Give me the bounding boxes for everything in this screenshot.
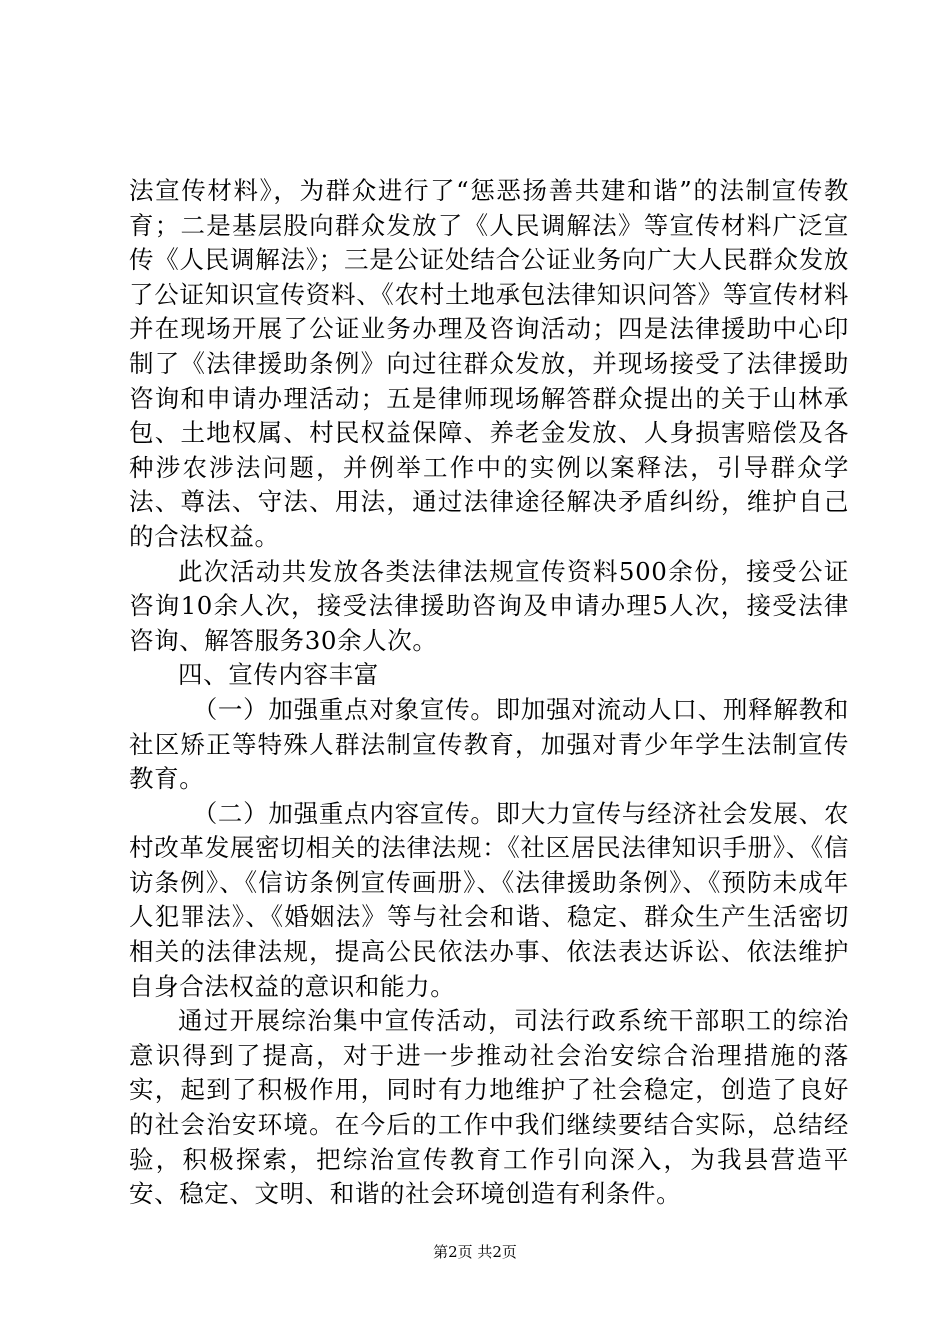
section-heading: 四、宣传内容丰富: [178, 660, 379, 690]
document-body: [129, 174, 849, 1212]
paragraph-key-targets: （一）加强重点对象宣传。即加强对流动人口、刑释解教和社区矫正等特殊人群法制宣传教育，加强对青少年学生法制宣传教育。: [129, 694, 849, 794]
paragraph-statistics: 此次活动共发放各类法律法规宣传资料500余份，接受公证咨询10余人次，接受法律援助咨询及申请办理5人次，接受法律咨询、解答服务30余人次。: [129, 556, 849, 655]
paragraph-key-content: （二）加强重点内容宣传。即大力宣传与经济社会发展、农村改革发展密切相关的法律法规：《社区居民法律知识手册》、《信访条例》、《信访条例宣传画册》、《法律援助条例》、《预防未成年人犯罪法》、《婚姻法》等与社会和谐、稳定、群众生产生活密切相关的法律法规，提高公民依法办事、依法表达诉讼、依法维护自身合法权益的意识和能力。: [129, 798, 849, 1001]
page-footer: 第2页 共2页: [433, 1243, 517, 1261]
paragraph-conclusion: 通过开展综治集中宣传活动，司法行政系统干部职工的综治意识得到了提高，对于进一步推动社会治安综合治理措施的落实，起到了积极作用，同时有力地维护了社会稳定，创造了良好的社会治安环境。在今后的工作中我们继续要结合实际，总结经验，积极探索，把综治宣传教育工作引向深入，为我县营造平安、稳定、文明、和谐的社会环境创造有利条件。: [129, 1006, 849, 1209]
paragraph-continuation: 法宣传材料》，为群众进行了“惩恶扬善共建和谐”的法制宣传教育；二是基层股向群众发放了《人民调解法》等宣传材料广泛宣传《人民调解法》；三是公证处结合公证业务向广大人民群众发放了公证知识宣传资料、《农村土地承包法律知识问答》等宣传材料并在现场开展了公证业务办理及咨询活动；四是法律援助中心印制了《法律援助条例》向过往群众发放，并现场接受了法律援助咨询和申请办理活动；五是律师现场解答群众提出的关于山林承包、土地权属、村民权益保障、养老金发放、人身损害赔偿及各种涉农涉法问题，并例举工作中的实例以案释法，引导群众学法、尊法、守法、用法，通过法律途径解决矛盾纠纷，维护自己的合法权益。: [129, 176, 849, 551]
